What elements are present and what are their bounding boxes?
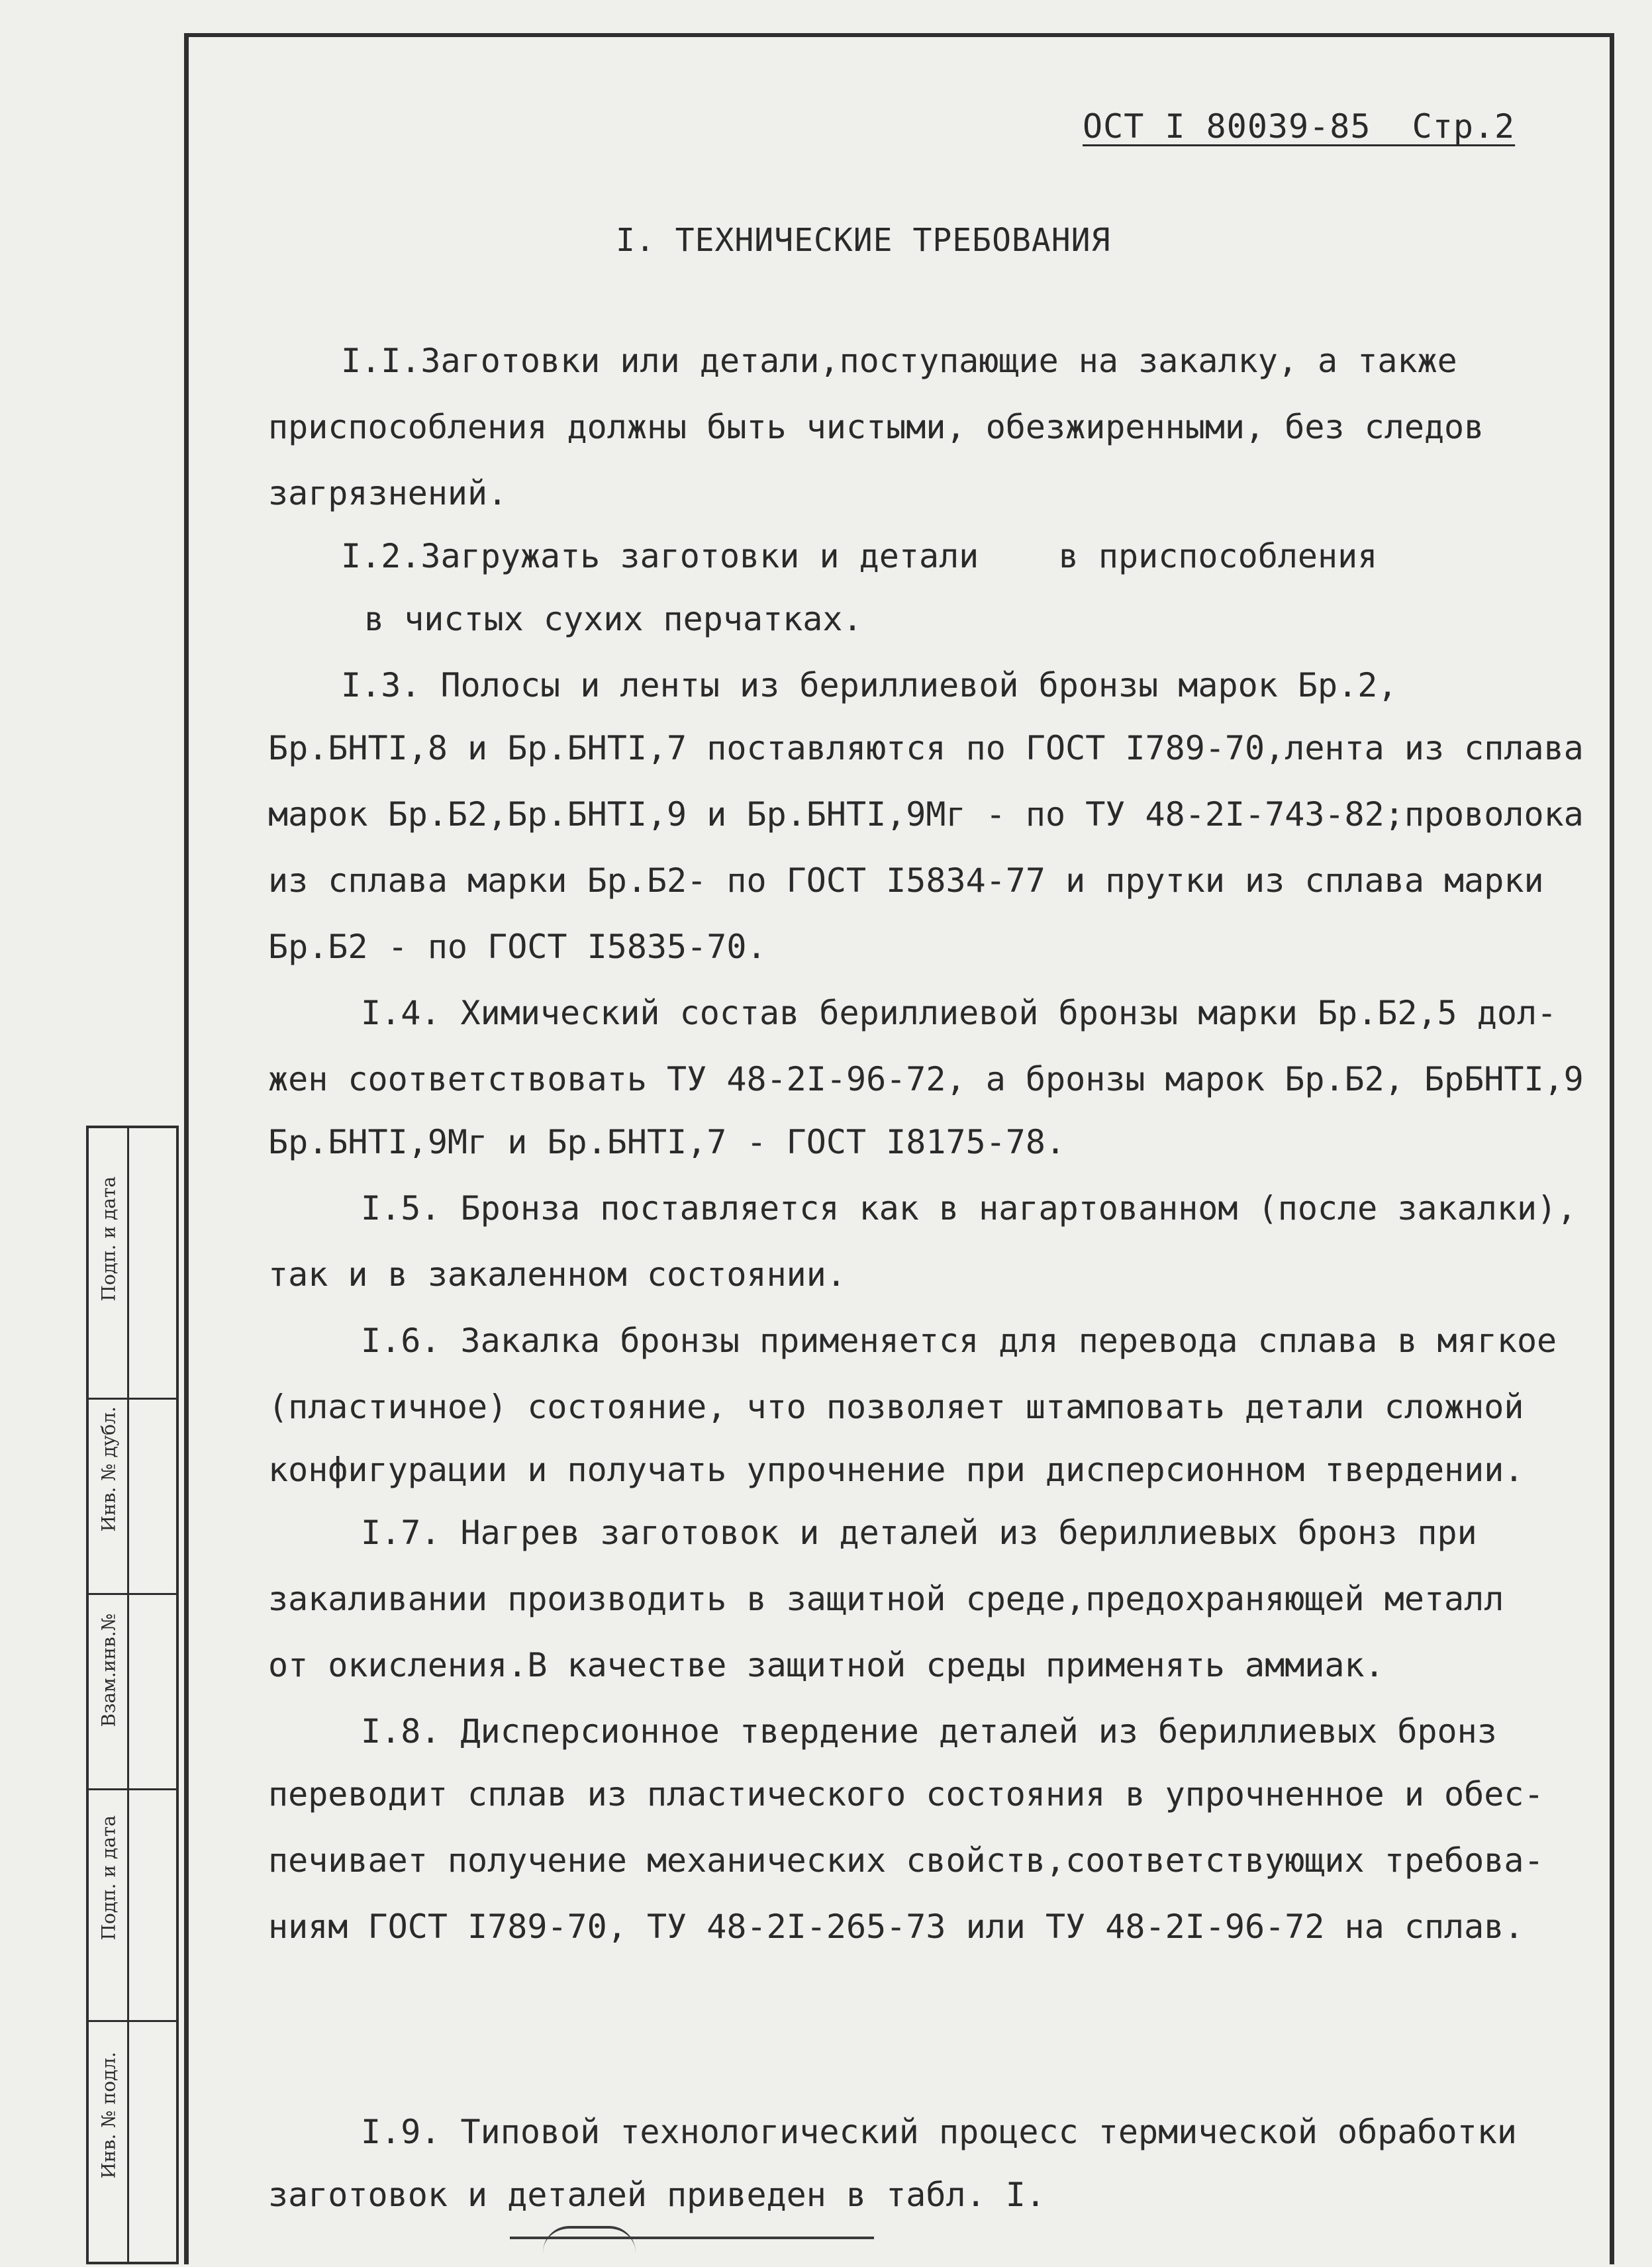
paragraph-line: в чистых сухих перчатках. (364, 600, 863, 638)
paragraph-line: так и в закаленном состоянии. (268, 1255, 846, 1294)
paragraph-line: I.I.Заготовки или детали,поступающие на закалку, а также (341, 342, 1457, 380)
stamp-cell (89, 1400, 176, 1595)
stamp-label: Подп. и дата (97, 1815, 120, 1941)
paragraph-line: загрязнений. (268, 474, 508, 512)
paragraph-line: Бр.Б2 - по ГОСТ I5835-70. (268, 928, 767, 966)
stamp-cell (89, 1128, 176, 1400)
paragraph-line: I.7. Нагрев заготовок и деталей из бериллиевых бронз при (361, 1514, 1477, 1552)
paragraph-line: закаливании производить в защитной среде,предохраняющей металл (268, 1580, 1504, 1618)
paragraph-line: I.5. Бронза поставляется как в нагартованном (после закалки), (361, 1189, 1577, 1228)
paragraph-line: I.3. Полосы и ленты из бериллиевой бронзы марок Бр.2, (341, 666, 1398, 704)
stamp-cell (89, 2022, 176, 2267)
section-title: I. ТЕХНИЧЕСКИЕ ТРЕБОВАНИЯ (616, 222, 1111, 259)
paragraph-line: жен соответствовать ТУ 48-2I-96-72, а бронзы марок Бр.Б2, БрБНТI,9 (268, 1060, 1584, 1098)
paragraph-line: переводит сплав из пластического состояния в упрочненное и обес- (268, 1775, 1544, 1813)
left-side-stamp (86, 1126, 179, 2264)
paragraph-line: из сплава марки Бр.Б2- по ГОСТ I5834-77 и прутки из сплава марки (268, 861, 1544, 900)
paragraph-line: конфигурации и получать упрочнение при дисперсионном твердении. (268, 1451, 1524, 1489)
paragraph-line: ниям ГОСТ I789-70, ТУ 48-2I-265-73 или ТУ 48-2I-96-72 на сплав. (268, 1907, 1524, 1946)
paragraph-line: Бр.БНТI,9Мг и Бр.БНТI,7 - ГОСТ I8175-78. (268, 1123, 1066, 1161)
paragraph-line: от окисления.В качестве защитной среды применять аммиак. (268, 1646, 1385, 1684)
paragraph-line: I.8. Дисперсионное твердение деталей из бериллиевых бронз (361, 1712, 1497, 1751)
stamp-label: Инв. № подл. (97, 2052, 120, 2179)
paragraph-line: I.9. Типовой технологический процесс термической обработки (361, 2113, 1517, 2151)
paragraph-line: марок Бр.Б2,Бр.БНТI,9 и Бр.БНТI,9Мг - по ТУ 48-2I-743-82;проволока (268, 795, 1584, 834)
paragraph-line: I.2.Загружать заготовки и детали в приспособления (341, 537, 1378, 575)
stamp-label: Подп. и дата (97, 1176, 120, 1302)
stamp-cell (89, 1790, 176, 2022)
stamp-label: Взам.инв.№ (97, 1613, 120, 1727)
bottom-arc-mark (543, 2226, 636, 2252)
paragraph-line: печивает получение механических свойств,соответствующих требова- (268, 1841, 1544, 1880)
paragraph-line: I.6. Закалка бронзы применяется для перевода сплава в мягкое (361, 1322, 1557, 1360)
paragraph-line: Бр.БНТI,8 и Бр.БНТI,7 поставляются по ГОСТ I789-70,лента из сплава (268, 729, 1584, 767)
paragraph-line: приспособления должны быть чистыми, обезжиренными, без следов (268, 408, 1484, 446)
stamp-cell (89, 1595, 176, 1790)
paragraph-line: заготовок и деталей приведен в табл. I. (268, 2176, 1045, 2214)
stamp-label: Инв. № дубл. (97, 1406, 120, 1532)
paragraph-line: I.4. Химический состав бериллиевой бронзы марки Бр.Б2,5 дол- (361, 994, 1557, 1032)
document-code-header: ОСТ I 80039-85 Стр.2 (1083, 107, 1516, 146)
bottom-rule (510, 2237, 874, 2239)
paragraph-line: (пластичное) состояние, что позволяет штамповать детали сложной (268, 1388, 1524, 1426)
